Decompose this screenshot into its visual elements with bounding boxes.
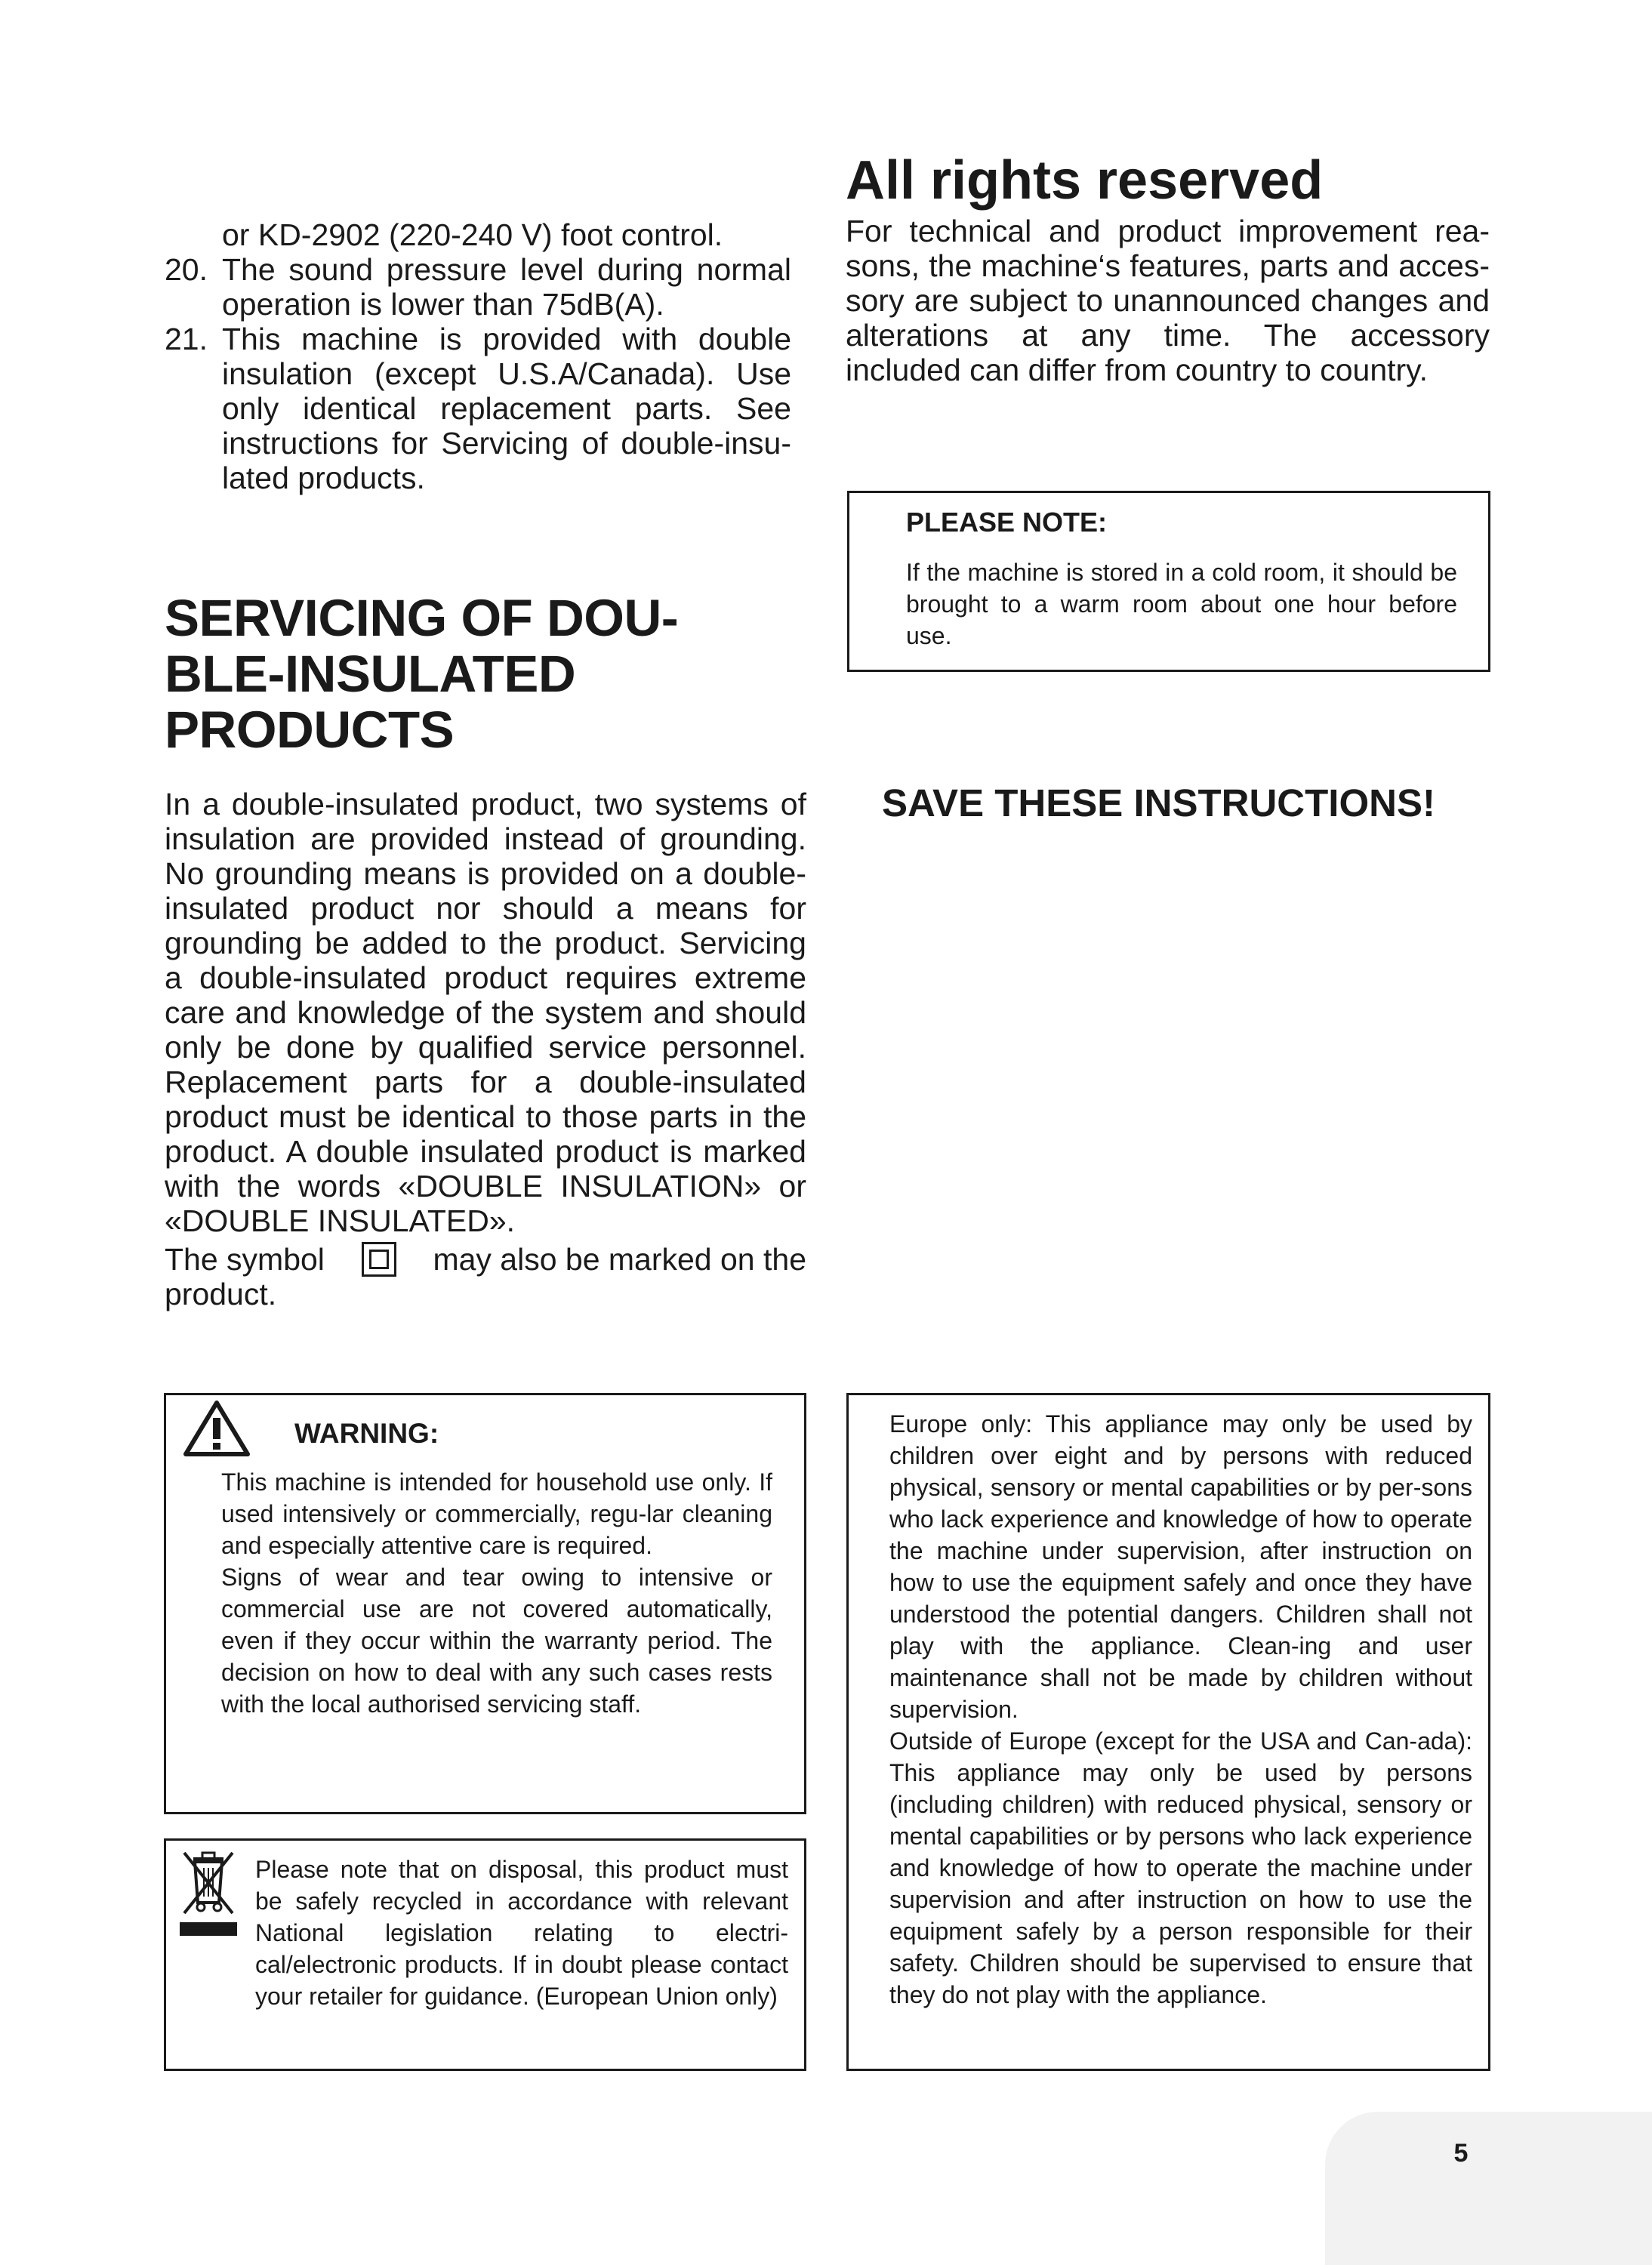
servicing-heading-line: BLE-INSULATED (165, 645, 576, 703)
list-continuation: or KD-2902 (220-240 V) foot control. (222, 217, 723, 252)
servicing-body: In a double-insulated product, two systems of insulation are provided instead of grounding. No grounding means is provided on a double-insulated product nor should a means for grounding be added to the product. Servicing a double-insulated product requires extreme care and knowledge of the system and should only be done by qualified service personnel. Replacement parts for a double-insulated product must be identical to those parts in the product. A double insulated product is marked with the words «DOUBLE INSULATION» or «DOUBLE INSULATED». (165, 787, 806, 1238)
please-note-title: PLEASE NOTE: (906, 507, 1108, 538)
double-insulation-icon (362, 1242, 396, 1277)
page-corner (1325, 2112, 1652, 2265)
servicing-heading (165, 590, 806, 758)
symbol-sentence (165, 1242, 806, 1311)
warning-triangle-icon (183, 1398, 251, 1459)
rights-body: For technical and product improvement rea-sons, the machine‘s features, parts and acces-sory are subject to unannounced changes and alterations at any time. The accessory included can differ from country to country. (846, 214, 1490, 387)
servicing-heading-line: PRODUCTS (165, 701, 455, 759)
symbol-text-end: product. (165, 1277, 277, 1311)
rights-heading: All rights reserved (846, 150, 1324, 211)
safety-list (165, 217, 791, 495)
europe-body (889, 1408, 1472, 2011)
please-note-body: If the machine is stored in a cold room, it should be brought to a warm room about one hour before use. (906, 559, 1457, 649)
warning-body (221, 1466, 772, 1720)
list-item-number: 21. (165, 322, 208, 356)
servicing-heading-line: SERVICING OF DOU- (165, 589, 679, 647)
symbol-text-after: may also be marked on the (433, 1242, 806, 1277)
list-item (165, 252, 791, 322)
disposal-body: Please note that on disposal, this product must be safely recycled in accordance with relevant National legislation relating to electri-cal/electronic products. If in doubt please contact your retailer for guidance. (European Union only) (255, 1856, 788, 2010)
warning-paragraph: This machine is intended for household use only. If used intensively or commercially, regu-lar cleaning and especially attentive care is required. (221, 1468, 772, 1559)
list-item (165, 322, 791, 495)
warning-title: WARNING: (294, 1418, 439, 1449)
europe-paragraph: Outside of Europe (except for the USA and Can-ada): This appliance may only be used by persons (including children) with reduced physical, sensory or mental capabilities or by persons who lack experience and knowledge of how to operate the machine under supervision and after instruction on how to use the equipment safely by a person responsible for their safety. Children should be supervised to ensure that they do not play with the appliance. (889, 1727, 1472, 2008)
save-instructions-heading: SAVE THESE INSTRUCTIONS! (882, 781, 1435, 824)
list-item-text: This machine is provided with double insulation (except U.S.A/Canada). Use only identical replacement parts. See instructions for Servicing of double-insu-lated products. (222, 322, 791, 495)
europe-paragraph: Europe only: This appliance may only be used by children over eight and by persons with reduced physical, sensory or mental capabilities or by per-sons who lack experience and knowledge of how to operate the machine under supervision, after instruction on how to use the equipment safely and once they have understood the potential dangers. Children shall not play with the appliance. Clean-ing and user maintenance shall not be made by children without supervision. (889, 1410, 1472, 1723)
symbol-text-before: The symbol (165, 1242, 325, 1277)
list-item-text: The sound pressure level during normal operation is lower than 75dB(A). (222, 252, 791, 322)
warning-paragraph: Signs of wear and tear owing to intensive or commercial use are not covered automatically, even if they occur within the warranty period. The decision on how to deal with any such cases rests with the local authorised servicing staff. (221, 1564, 772, 1718)
crossed-bin-icon (178, 1848, 239, 1939)
list-item-number: 20. (165, 252, 208, 287)
page-number: 5 (1453, 2139, 1469, 2168)
